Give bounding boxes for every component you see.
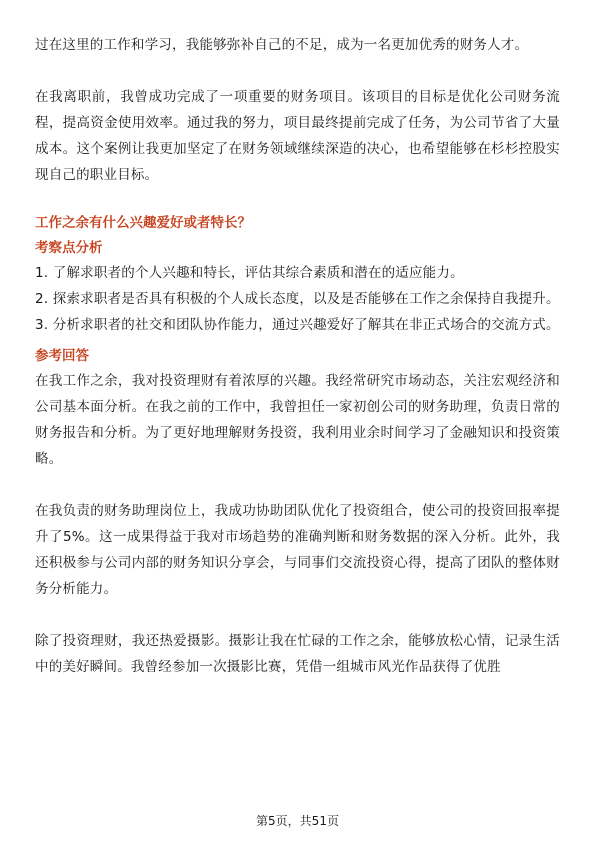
analysis-point-1: 1. 了解求职者的个人兴趣和特长，评估其综合素质和潜在的适应能力。	[35, 265, 464, 281]
answer-heading: 参考回答	[35, 348, 89, 364]
analysis-point-2: 2. 探索求职者是否具有积极的个人成长态度，以及是否能够在工作之余保持自我提升。	[35, 291, 560, 307]
previous-answer-paragraph: 在我离职前，我曾成功完成了一项重要的财务项目。该项目的目标是优化公司财务流程，提高资金使用效率。通过我的努力，项目最终提前完成了任务，为公司节省了大量成本。这个案例让我更加坚定了在财务领域继续深造的决心，也希望能够在杉杉控股实现自己的职业目标。	[35, 89, 560, 183]
page-footer	[0, 812, 595, 829]
analysis-point-3: 3. 分析求职者的社交和团队协作能力，通过兴趣爱好了解其在非正式场合的交流方式。	[35, 317, 560, 333]
analysis-heading: 考察点分析	[35, 240, 103, 256]
answer-paragraph-3: 除了投资理财，我还热爱摄影。摄影让我在忙碌的工作之余，能够放松心情，记录生活中的美好瞬间。我曾经参加一次摄影比赛，凭借一组城市风光作品获得了优胜	[35, 633, 560, 675]
question-title: 工作之余有什么兴趣爱好或者特长？	[35, 215, 251, 231]
page-number: 第5页，共51页	[256, 814, 339, 828]
intro-tail-paragraph: 过在这里的工作和学习，我能够弥补自己的不足，成为一名更加优秀的财务人才。	[35, 37, 529, 53]
answer-paragraph-2: 在我负责的财务助理岗位上，我成功协助团队优化了投资组合，使公司的投资回报率提升了5%。这一成果得益于我对市场趋势的准确判断和财务数据的深入分析。此外，我还积极参与公司内部的财务知识分享会，与同事们交流投资心得，提高了团队的整体财务分析能力。	[35, 503, 560, 597]
page-content	[35, 32, 560, 680]
answer-paragraph-1: 在我工作之余，我对投资理财有着浓厚的兴趣。我经常研究市场动态，关注宏观经济和公司基本面分析。在我之前的工作中，我曾担任一家初创公司的财务助理，负责日常的财务报告和分析。为了更好地理解财务投资，我利用业余时间学习了金融知识和投资策略。	[35, 373, 560, 467]
